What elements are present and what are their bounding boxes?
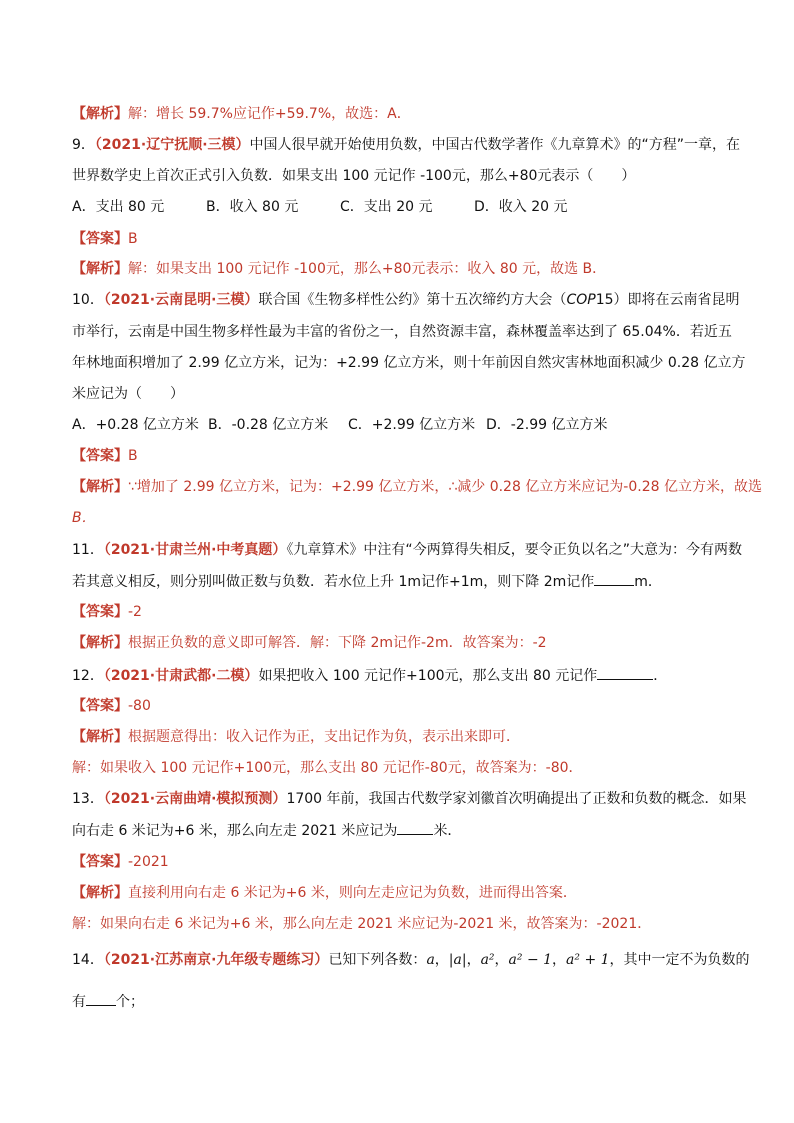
question-source: （2021·辽宁抚顺·三模） (94, 137, 250, 153)
q14-stem-line2 (72, 991, 144, 1012)
answer-tag: 【答案】 (72, 448, 128, 464)
option-c: C．支出 20 元 (340, 199, 433, 215)
q10-analysis-cont (72, 508, 96, 528)
question-number: 12． (72, 668, 104, 684)
option-b: B．收入 80 元 (206, 199, 299, 215)
question-source: （2021·云南昆明·三模） (103, 292, 259, 308)
question-number: 14． (72, 952, 104, 968)
analysis-text: 根据题意得出：收入记作为正，支出记作为负，表示出来即可． (128, 729, 520, 745)
question-text: 市举行，云南是中国生物多样性最为丰富的省份之一，自然资源丰富，森林覆盖率达到了 65.04%．若近五 (72, 324, 732, 340)
question-source: （2021·甘肃兰州·中考真题） (103, 542, 287, 558)
analysis-tag: 【解析】 (72, 479, 128, 495)
option-b: B．-0.28 亿立方米 (208, 417, 329, 433)
answer-text: -2 (128, 604, 142, 620)
answer-blank (86, 991, 116, 1006)
q13-analysis (72, 883, 577, 903)
math-expression: a² (480, 952, 495, 968)
solution-text: 解：如果收入 100 元记作+100元，那么支出 80 元记作-80元，故答案为：-80． (72, 760, 583, 776)
question-text: 15）即将在云南省昆明 (595, 292, 740, 308)
analysis-tag: 【解析】 (72, 106, 128, 122)
analysis-tag: 【解析】 (72, 261, 128, 277)
math-expression: a² − 1 (508, 952, 553, 968)
math-expression: |a| (448, 952, 467, 968)
math-expression: a² + 1 (566, 952, 610, 968)
question-text: 联合国《生物多样性公约》第十五次缔约方大会（ (258, 292, 567, 308)
question-text: 若其意义相反，则分别叫做正数与负数．若水位上升 1m记作+1m，则下降 2m记作 (72, 574, 595, 590)
question-text-italic: COP (566, 292, 596, 308)
q10-stem-line4 (72, 384, 184, 404)
option-d: D．收入 20 元 (474, 199, 568, 215)
answer-blank (594, 571, 634, 586)
q11-answer (72, 602, 142, 622)
question-source: （2021·云南曲靖·模拟预测） (103, 791, 287, 807)
question-text: 米． (433, 823, 462, 839)
math-expression: a (426, 952, 435, 968)
question-text: 1700 年前，我国古代数学家刘徽首次明确提出了正数和负数的概念．如果 (286, 791, 747, 807)
q9-analysis (72, 259, 606, 279)
q12-answer (72, 696, 151, 716)
q9-stem-line2 (72, 166, 635, 186)
question-number: 13． (72, 791, 104, 807)
answer-tag: 【答案】 (72, 231, 128, 247)
analysis-tag: 【解析】 (72, 635, 128, 651)
question-text: 已知下列各数： (328, 952, 427, 968)
question-text: 个； (116, 994, 144, 1010)
q12-analysis (72, 727, 520, 747)
q9-stem-line1 (72, 135, 740, 155)
q10-stem-line2 (72, 322, 732, 342)
analysis-tag: 【解析】 (72, 729, 128, 745)
question-number: 10． (72, 292, 104, 308)
question-text: 向右走 6 米记为+6 米，那么向左走 2021 米应记为 (72, 823, 398, 839)
q13-stem-line1 (72, 789, 747, 809)
analysis-text: 解：如果支出 100 元记作 -100元，那么+80元表示：收入 80 元，故选 B． (128, 261, 607, 277)
question-text: 米应记为（ ） (72, 386, 184, 402)
q10-answer (72, 446, 138, 466)
answer-tag: 【答案】 (72, 698, 128, 714)
q12-solution (72, 758, 583, 778)
question-text: 世界数学史上首次正式引入负数．如果支出 100 元记作 -100元，那么+80元表示（ ） (72, 168, 636, 184)
question-number: 9． (72, 137, 95, 153)
answer-tag: 【答案】 (72, 854, 128, 870)
q11-stem-line1 (72, 540, 742, 560)
analysis-tag: 【解析】 (72, 885, 128, 901)
solution-text: 解：如果向右走 6 米记为+6 米，那么向左走 2021 米应记为-2021 米，故答案为：-2021． (72, 916, 652, 932)
q11-stem-line2 (72, 571, 662, 592)
q13-solution (72, 914, 651, 934)
q13-stem-line2 (72, 820, 461, 841)
q9-options (72, 197, 568, 217)
question-source: （2021·江苏南京·九年级专题练习） (103, 952, 329, 968)
answer-text: -80 (128, 698, 151, 714)
q10-analysis (72, 477, 762, 497)
question-source: （2021·甘肃武都·二模） (103, 668, 259, 684)
q8-analysis (72, 104, 411, 124)
question-text: 年林地面积增加了 2.99 亿立方米，记为：+2.99 亿立方米，则十年前因自然灾害林地面积减少 0.28 亿立方 (72, 355, 746, 371)
question-text: ． (653, 668, 668, 684)
question-text: m． (634, 574, 662, 590)
option-a: A．支出 80 元 (72, 199, 165, 215)
answer-text: -2021 (128, 854, 169, 870)
q12-stem-line1 (72, 665, 667, 686)
analysis-text: ∵增加了 2.99 亿立方米，记为：+2.99 亿立方米，∴减少 0.28 亿立方米应记为-0.28 亿立方米，故选 (128, 479, 762, 495)
answer-text: B (128, 448, 138, 464)
q14-stem-line1: 14．（2021·江苏南京·九年级专题练习）已知下列各数：a，|a|，a²，a² − 1，a² + 1，其中一定不为负数的 (72, 952, 750, 968)
question-text: 有 (72, 994, 86, 1010)
answer-blank (397, 820, 433, 835)
question-text: 如果把收入 100 元记作+100元，那么支出 80 元记作 (258, 668, 598, 684)
option-a: A．+0.28 亿立方米 (72, 417, 199, 433)
question-text: 中国人很早就开始使用负数，中国古代数学著作《九章算术》的“方程”一章，在 (249, 137, 741, 153)
option-c: C．+2.99 亿立方米 (348, 417, 476, 433)
q13-answer (72, 852, 169, 872)
q10-stem-line3 (72, 353, 746, 373)
analysis-text: 解：增长 59.7%应记作+59.7%，故选：A． (128, 106, 411, 122)
q11-analysis (72, 633, 547, 653)
q10-stem-line1 (72, 290, 740, 310)
analysis-text: 直接利用向右走 6 米记为+6 米，则向左走应记为负数，进而得出答案． (128, 885, 577, 901)
answer-tag: 【答案】 (72, 604, 128, 620)
option-d: D．-2.99 亿立方米 (486, 417, 608, 433)
analysis-text: B． (72, 510, 96, 526)
question-text: ，其中一定不为负数的 (609, 952, 750, 968)
question-number: 11． (72, 542, 104, 558)
q10-options (72, 415, 607, 435)
q9-answer (72, 229, 138, 249)
question-text: 《九章算术》中注有“今两算得失相反，要令正负以名之”大意为：今有两数 (286, 542, 742, 558)
analysis-text: 根据正负数的意义即可解答．解：下降 2m记作-2m．故答案为：-2 (128, 635, 547, 651)
answer-text: B (128, 231, 138, 247)
answer-blank (597, 665, 653, 680)
